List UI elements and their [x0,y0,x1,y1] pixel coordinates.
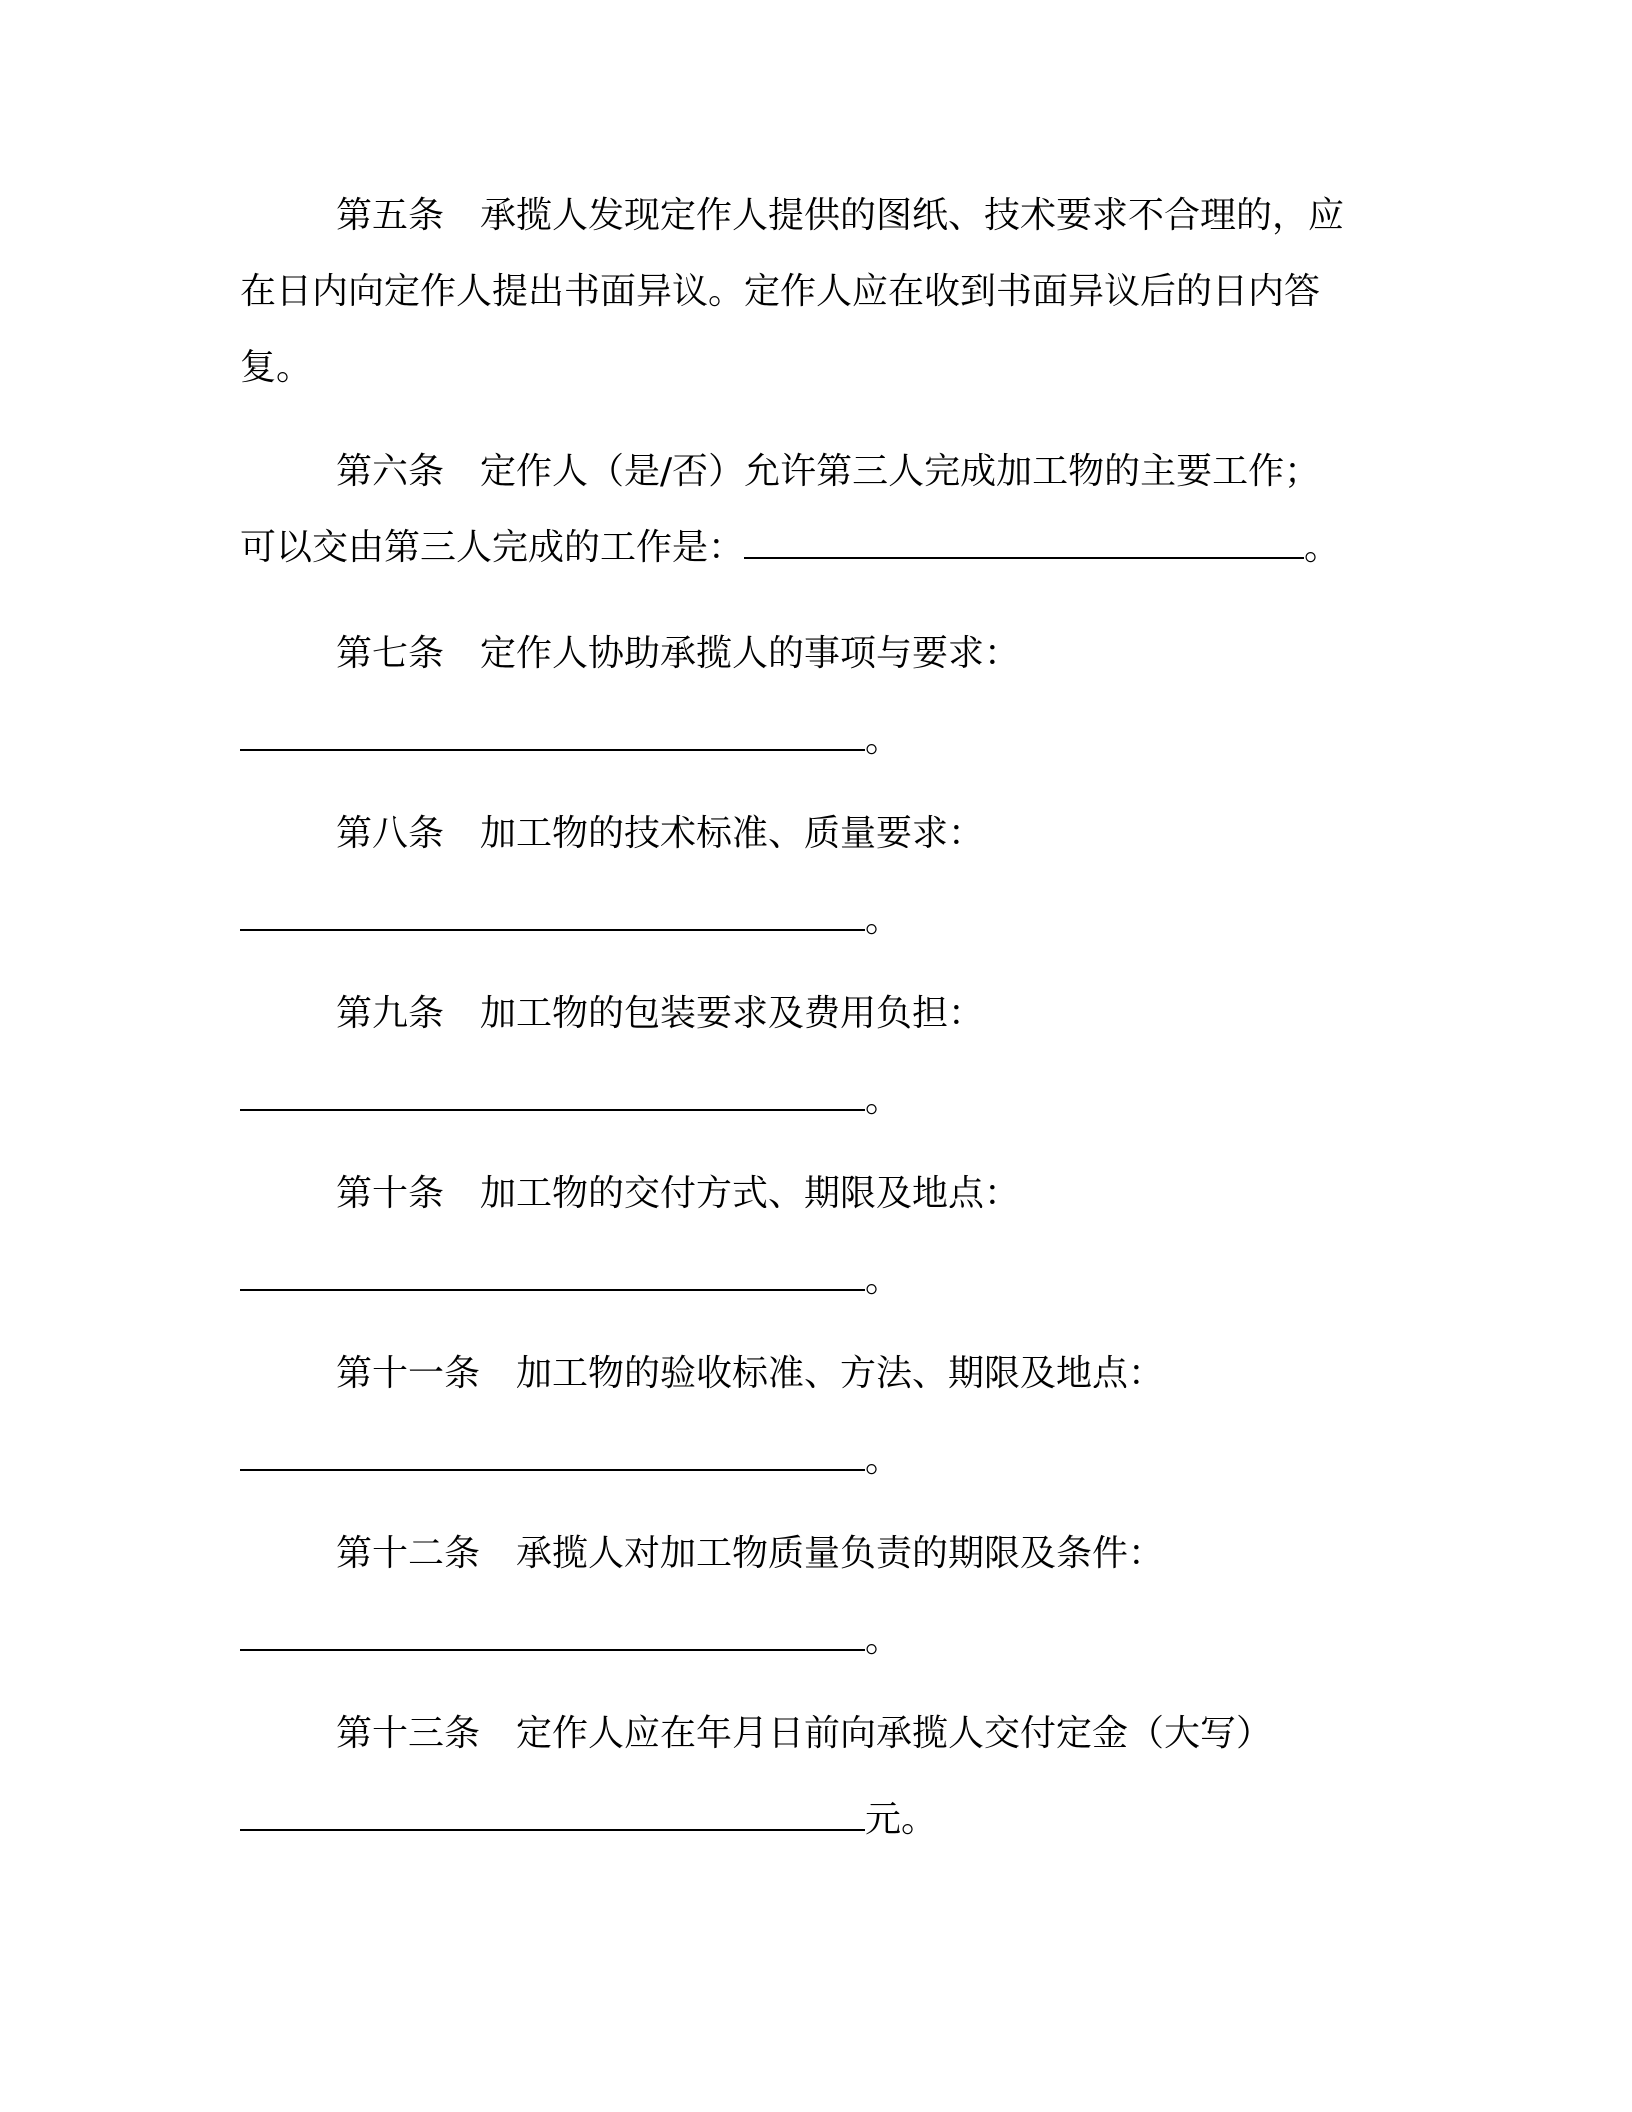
article-text: 加工物的验收标准、方法、期限及地点： [516,1353,1165,1394]
article-7-blank-line [240,716,901,764]
article-11-blank-line [240,1436,901,1484]
article-5-line-3 [240,344,312,392]
article-number: 第八条 [336,813,445,854]
article-text: 在日内向定作人提出书面异议。定作人应在收到书面异议后的日内答 [240,271,1321,312]
article-suffix: 元。 [865,1799,938,1840]
article-8-blank-line [240,896,901,944]
fill-in-blank [744,527,1304,559]
article-5-line-2 [240,268,1320,316]
article-10-heading [336,1170,1020,1218]
article-suffix: 。 [865,1079,902,1120]
article-number: 第十二条 [336,1533,481,1574]
article-13-blank-line [240,1796,937,1844]
article-number: 第七条 [336,633,445,674]
article-suffix: 。 [1304,527,1341,568]
fill-in-blank [240,719,865,751]
article-6-line-1 [336,448,1320,496]
fill-in-blank [240,899,865,931]
article-13-heading [336,1710,1272,1758]
article-text: 加工物的技术标准、质量要求： [480,813,985,854]
fill-in-blank [240,1619,865,1651]
article-number: 第五条 [336,195,445,236]
article-text: 承揽人发现定作人提供的图纸、技术要求不合理的，应 [480,195,1345,236]
article-11-heading [336,1350,1164,1398]
article-text: 加工物的交付方式、期限及地点： [480,1173,1021,1214]
fill-in-blank [240,1799,865,1831]
article-suffix: 。 [865,1619,902,1660]
article-6-line-2 [240,524,1340,572]
article-9-blank-line [240,1076,901,1124]
article-text: 承揽人对加工物质量负责的期限及条件： [516,1533,1165,1574]
fill-in-blank [240,1439,865,1471]
article-text: 定作人应在年月日前向承揽人交付定金（大写） [516,1713,1273,1754]
fill-in-blank [240,1259,865,1291]
article-text: 定作人协助承揽人的事项与要求： [480,633,1021,674]
article-10-blank-line [240,1256,901,1304]
article-text: 定作人（是/否）允许第三人完成加工物的主要工作； [480,451,1321,492]
article-number: 第十一条 [336,1353,481,1394]
fill-in-blank [240,1079,865,1111]
article-number: 第九条 [336,993,445,1034]
article-number: 第十条 [336,1173,445,1214]
article-5-line-1 [336,192,1344,240]
article-suffix: 。 [865,899,902,940]
article-9-heading [336,990,984,1038]
article-number: 第六条 [336,451,445,492]
article-text: 可以交由第三人完成的工作是： [240,527,745,568]
article-number: 第十三条 [336,1713,481,1754]
article-7-heading [336,630,1020,678]
article-12-heading [336,1530,1164,1578]
article-suffix: 。 [865,1259,902,1300]
article-text: 复。 [240,347,313,388]
article-8-heading [336,810,984,858]
article-12-blank-line [240,1616,901,1664]
article-suffix: 。 [865,1439,902,1480]
article-text: 加工物的包装要求及费用负担： [480,993,985,1034]
article-suffix: 。 [865,719,902,760]
